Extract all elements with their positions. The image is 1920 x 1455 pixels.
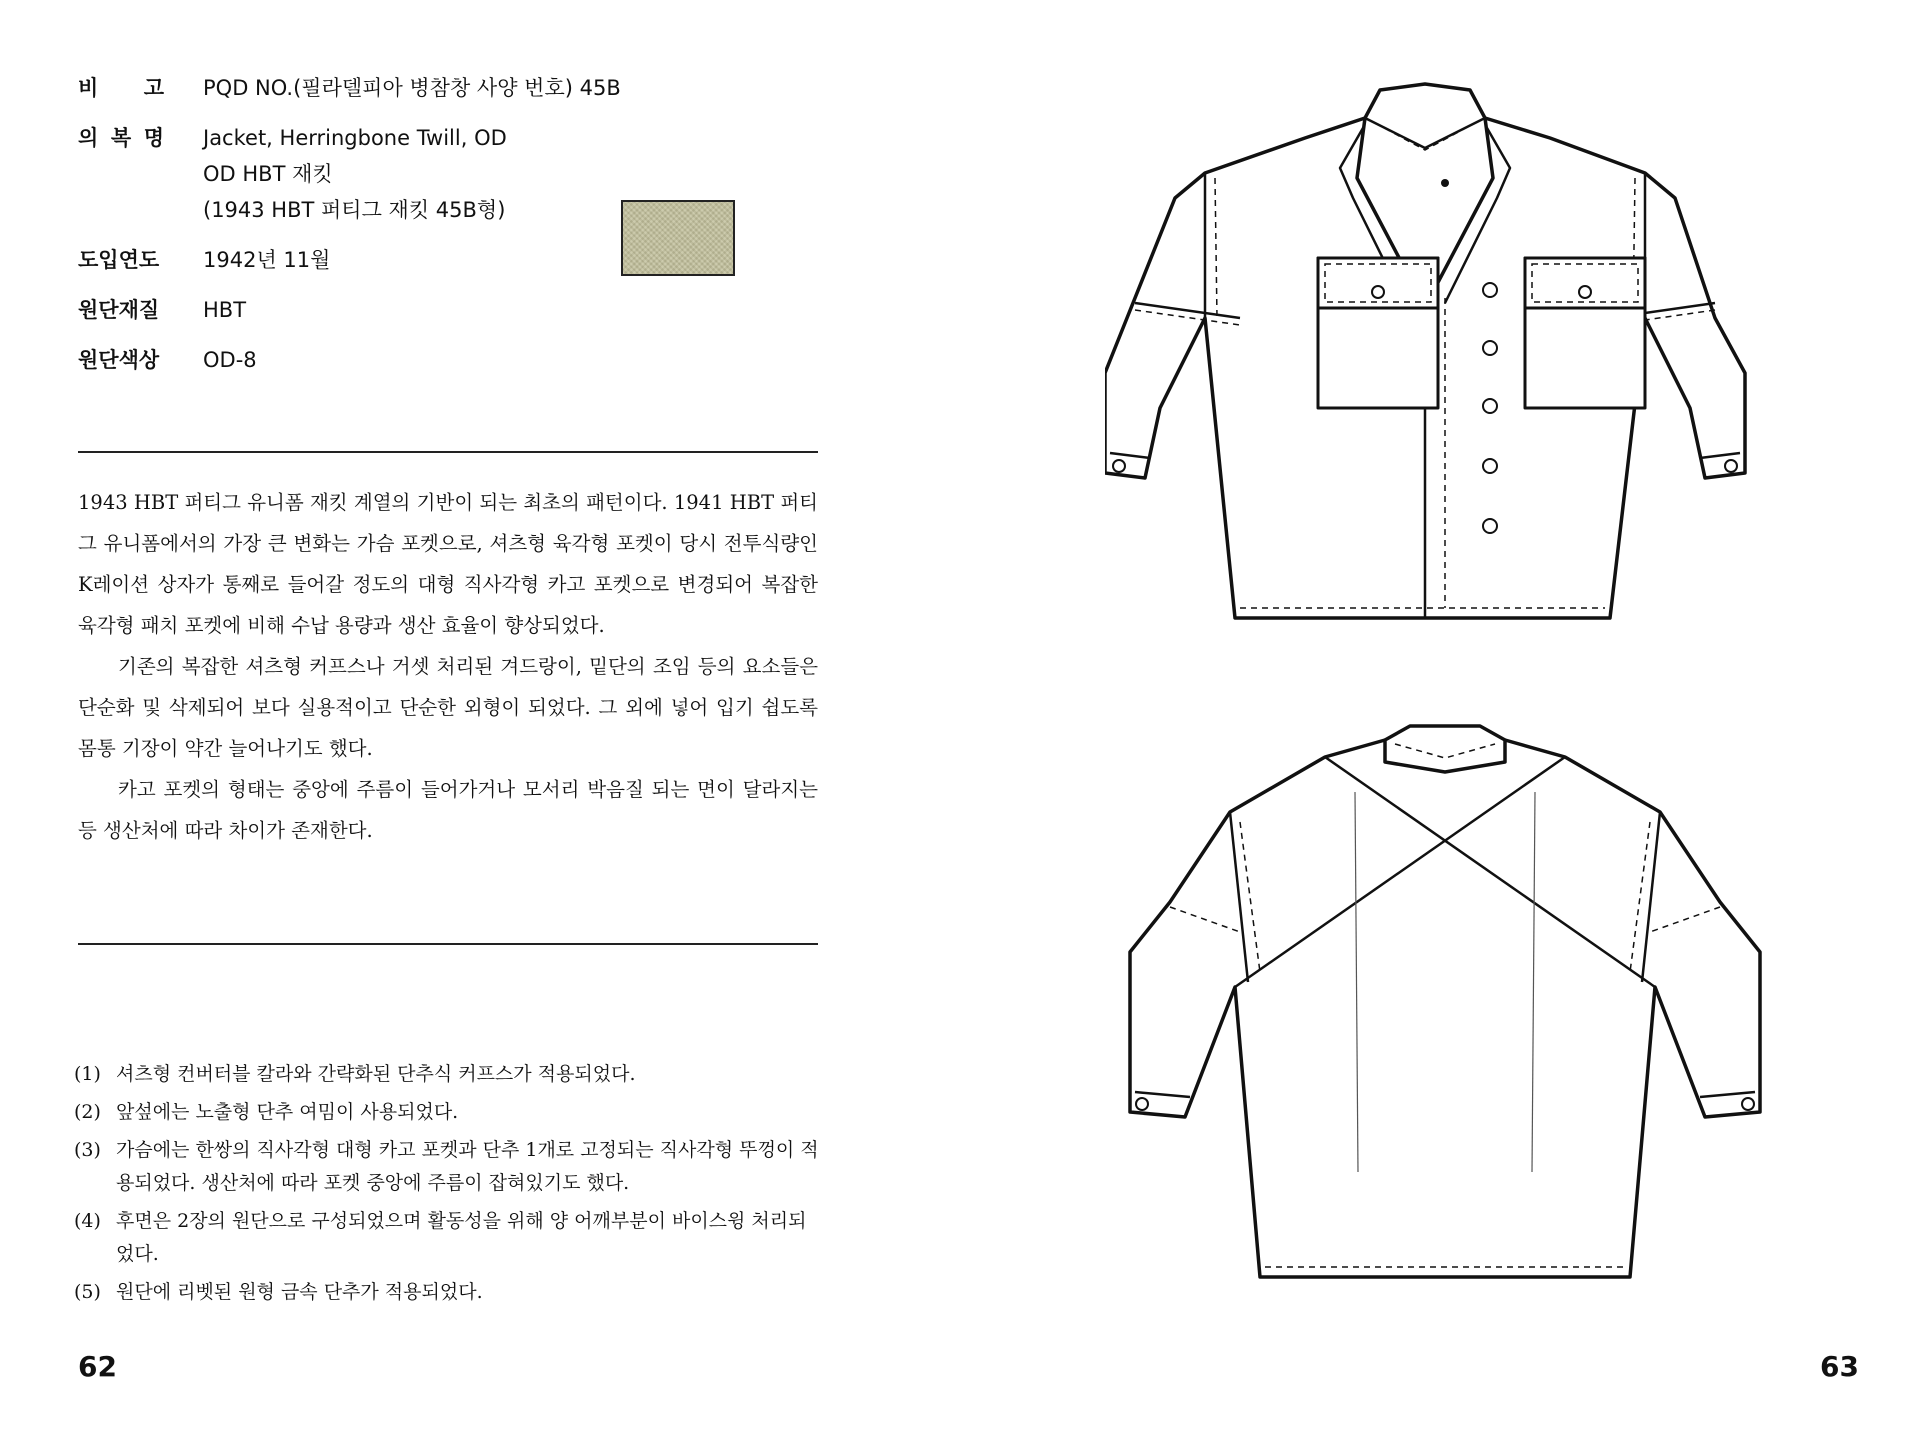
color-value: OD-8 <box>203 348 257 372</box>
page-number-right: 63 <box>1820 1350 1859 1383</box>
name-value <box>203 120 507 228</box>
year-label: 도입연도 <box>78 248 160 272</box>
name-line-korean: OD HBT 재킷 <box>203 162 333 186</box>
note-item: (2) 앞섶에는 노출형 단추 여밈이 사용되었다. <box>74 1101 459 1123</box>
remarks-label: 비 고 <box>78 76 164 100</box>
jacket-back-illustration <box>1110 722 1880 1282</box>
material-label: 원단재질 <box>78 298 160 322</box>
fabric-swatch <box>621 200 735 276</box>
note-item: (4) 후면은 2장의 원단으로 구성되었으며 활동성을 위해 양 어깨부분이 바이스윙 처리되었다. <box>74 1210 807 1265</box>
name-line-english: Jacket, Herringbone Twill, OD <box>203 126 507 150</box>
name-line-variant: (1943 HBT 퍼티그 재킷 45B형) <box>203 198 506 222</box>
year-value: 1942년 11월 <box>203 248 331 272</box>
description-paragraph-1: 1943 HBT 퍼티그 유니폼 재킷 계열의 기반이 되는 최초의 패턴이다. 1941 HBT 퍼티그 유니폼에서의 가장 큰 변화는 가슴 포켓으로, 셔츠형 육각형 포켓이 당시 전투식량인 K레이션 상자가 통째로 들어갈 정도의 대형 직사각형 카고 포켓으로 변경되어 복잡한 육각형 패치 포켓에 비해 수납 용량과 생산 효율이 향상되었다. <box>78 491 818 637</box>
remarks-value: PQD NO.(필라델피아 병참창 사양 번호) 45B <box>203 76 621 100</box>
name-label: 의 복 명 <box>78 126 164 150</box>
feature-notes <box>74 1058 824 1314</box>
note-item: (1) 셔츠형 컨버터블 칼라와 간략화된 단추식 커프스가 적용되었다. <box>74 1063 636 1085</box>
spec-row-remarks <box>78 70 818 106</box>
note-item: (5) 원단에 리벳된 원형 금속 단추가 적용되었다. <box>74 1281 483 1303</box>
spec-row-color <box>78 342 818 378</box>
divider-bottom <box>78 943 818 945</box>
note-item: (3) 가슴에는 한쌍의 직사각형 대형 카고 포켓과 단추 1개로 고정되는 직사각형 뚜껑이 적용되었다. 생산처에 따라 포켓 중앙에 주름이 잡혀있기도 했다. <box>74 1139 819 1194</box>
description-paragraph-3: 카고 포켓의 형태는 중앙에 주름이 들어가거나 모서리 박음질 되는 면이 달라지는 등 생산처에 따라 차이가 존재한다. <box>78 778 818 842</box>
jacket-front-illustration <box>1105 78 1875 633</box>
description-paragraph-2: 기존의 복잡한 셔츠형 커프스나 거셋 처리된 겨드랑이, 밑단의 조임 등의 요소들은 단순화 및 삭제되어 보다 실용적이고 단순한 외형이 되었다. 그 외에 넣어 입기 쉽도록 몸통 기장이 약간 늘어나기도 했다. <box>78 655 818 760</box>
description-text <box>78 482 818 851</box>
material-value: HBT <box>203 298 247 322</box>
color-label: 원단색상 <box>78 348 160 372</box>
divider-top <box>78 451 818 453</box>
page-number-left: 62 <box>78 1350 117 1383</box>
spec-row-material <box>78 292 818 328</box>
